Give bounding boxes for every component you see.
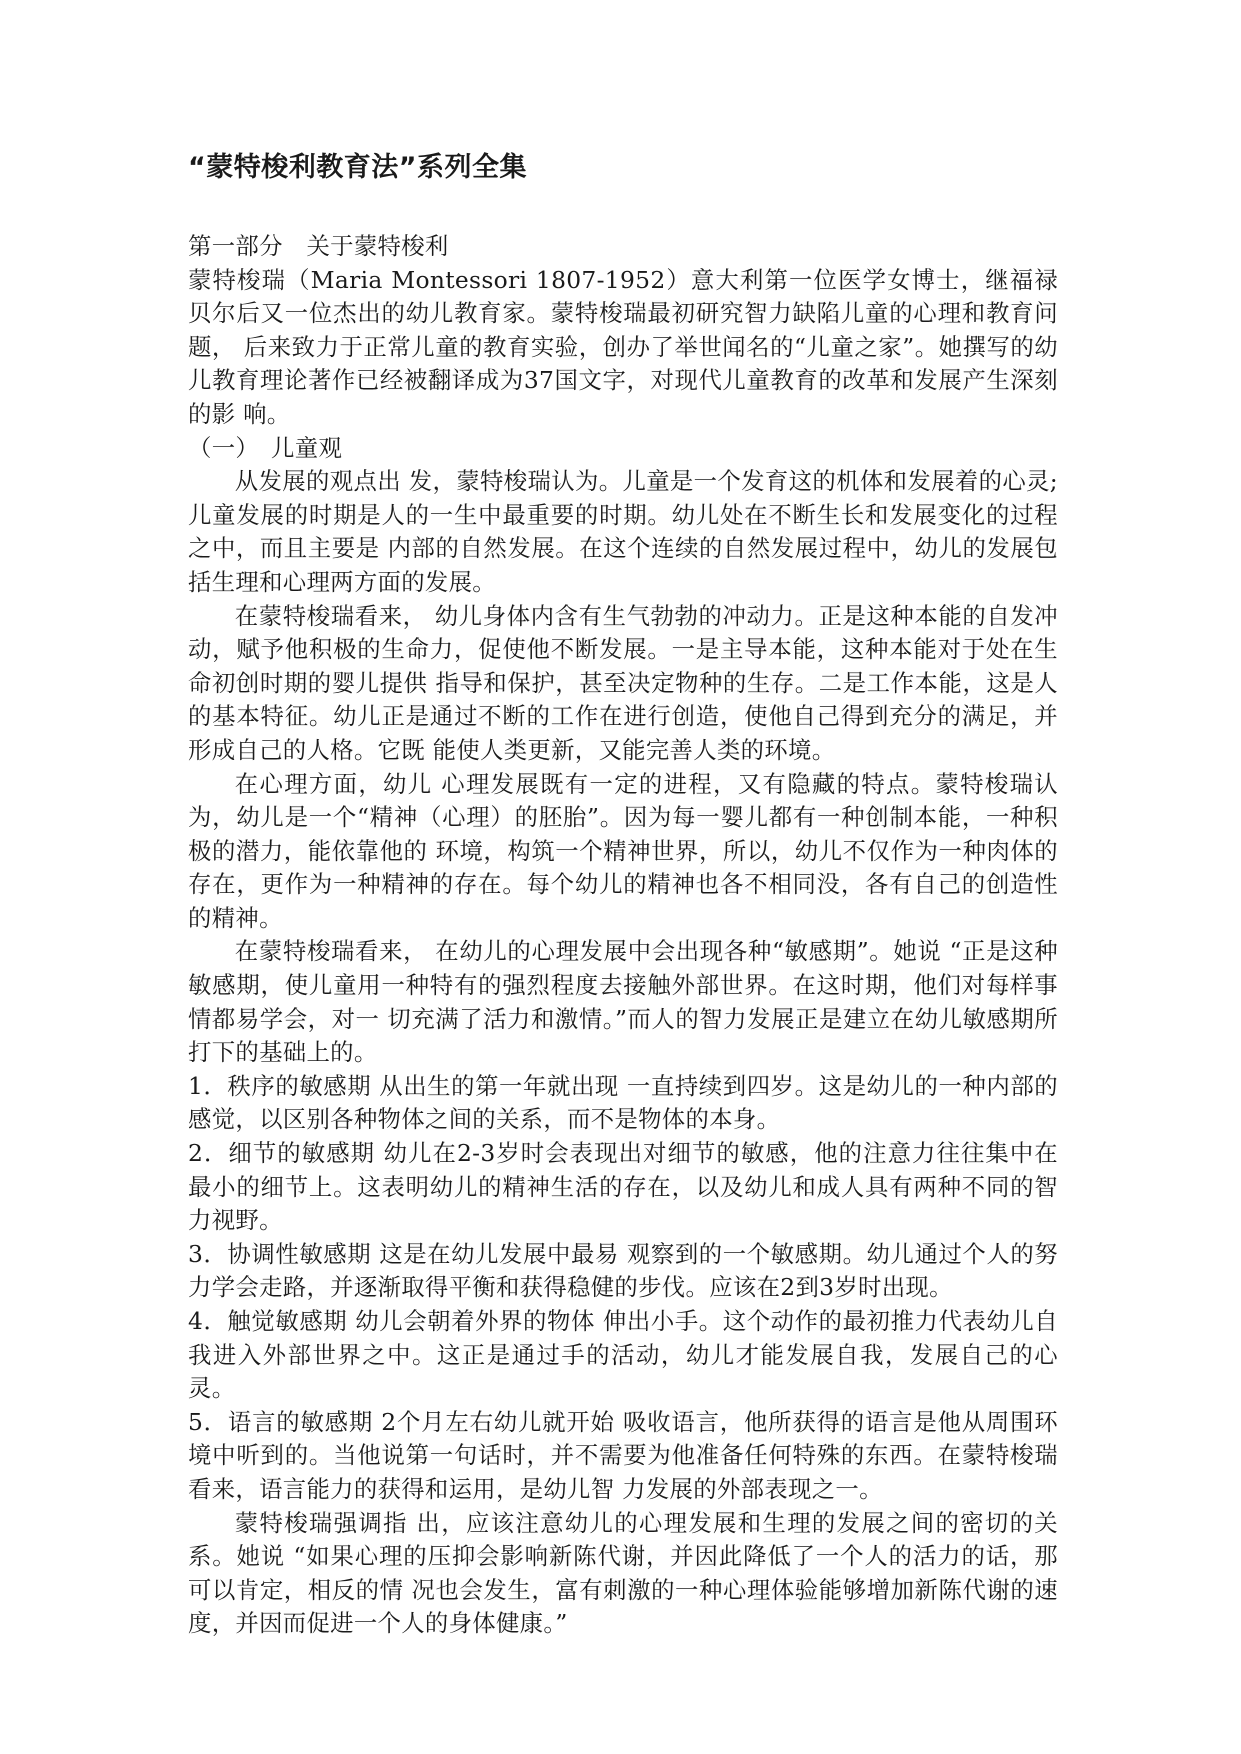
document-page [188,148,1058,1641]
paragraph: 在蒙特梭瑞看来， 幼儿身体内含有生气勃勃的冲动力。正是这种本能的自发冲动，赋予他积极的生命力，促使他不断发展。一是主导本能，这种本能对于处在生命初创时期的婴儿提供 指导和保护，甚至决定物种的生存。二是工作本能，这是人的基本特征。幼儿正是通过不断的工作在进行创造，使他自己得到充分的满足，并形成自己的人格。它既 能使人类更新，又能完善人类的环境。 [188,601,1058,764]
paragraph: 在蒙特梭瑞看来， 在幼儿的心理发展中会出现各种“敏感期”。她说 “正是这种敏感期，使儿童用一种特有的强烈程度去接触外部世界。在这时期，他们对每样事情都易学会，对一 切充满了活力和激情。”而人的智力发展正是建立在幼儿敏感期所打下的基础上的。 [188,937,1058,1067]
document-body [188,230,1058,1641]
subsection-heading: （一） 儿童观 [188,433,343,462]
paragraph: 在心理方面，幼儿 心理发展既有一定的进程，又有隐藏的特点。蒙特梭瑞认为，幼儿是一个“精神（心理）的胚胎”。因为每一婴儿都有一种创制本能，一种积极的潜力，能依靠他的 环境，构筑一个精神世界，所以，幼儿不仅作为一种肉体的存在，更作为一种精神的存在。每个幼儿的精神也各不相同没，各有自己的创造性的精神。 [188,769,1058,932]
sensitive-period-item: 1．秩序的敏感期 从出生的第一年就出现 一直持续到四岁。这是幼儿的一种内部的感觉，以区别各种物体之间的关系，而不是物体的本身。 [188,1071,1058,1134]
document-title: “蒙特梭利教育法”系列全集 [188,152,527,183]
sensitive-period-item: 5．语言的敏感期 2个月左右幼儿就开始 吸收语言，他所获得的语言是他从周围环境中听到的。当他说第一句话时，并不需要为他准备任何特殊的东西。在蒙特梭瑞看来，语言能力的获得和运用，是幼儿智 力发展的外部表现之一。 [188,1407,1058,1503]
closing-paragraph: 蒙特梭瑞强调指 出，应该注意幼儿的心理发展和生理的发展之间的密切的关系。她说 “如果心理的压抑会影响新陈代谢，并因此降低了一个人的活力的话，那可以肯定，相反的情 况也会发生，富有刺激的一种心理体验能够增加新陈代谢的速度，并因而促进一个人的身体健康。” [188,1508,1058,1638]
sensitive-period-item: 2．细节的敏感期 幼儿在2-3岁时会表现出对细节的敏感，他的注意力往往集中在 最小的细节上。这表明幼儿的精神生活的存在，以及幼儿和成人具有两种不同的智力视野。 [188,1139,1058,1235]
sensitive-period-item: 3．协调性敏感期 这是在幼儿发展中最易 观察到的一个敏感期。幼儿通过个人的努力学会走路，并逐渐取得平衡和获得稳健的步伐。应该在2到3岁时出现。 [188,1239,1058,1302]
sensitive-period-item: 4．触觉敏感期 幼儿会朝着外界的物体 伸出小手。这个动作的最初推力代表幼儿自我进入外部世界之中。这正是通过手的活动，幼儿才能发展自我，发展自己的心灵。 [188,1307,1058,1403]
intro-paragraph: 蒙特梭瑞（Maria Montessori 1807-1952）意大利第一位医学女博士，继福禄贝尔后又一位杰出的幼儿教育家。蒙特梭瑞最初研究智力缺陷儿童的心理和教育问题， 后来致力于正常儿童的教育实验，创办了举世闻名的“儿童之家”。她撰写的幼儿教育理论著作已经被翻译成为37国文字，对现代儿童教育的改革和发展产生深刻的影 响。 [188,265,1058,428]
part-heading: 第一部分 关于蒙特梭利 [188,232,449,260]
paragraph: 从发展的观点出 发，蒙特梭瑞认为。儿童是一个发育这的机体和发展着的心灵; 儿童发展的时期是人的一生中最重要的时期。幼儿处在不断生长和发展变化的过程之中，而且主要是 内部的自然发展。在这个连续的自然发展过程中，幼儿的发展包括生理和心理两方面的发展。 [188,467,1058,596]
